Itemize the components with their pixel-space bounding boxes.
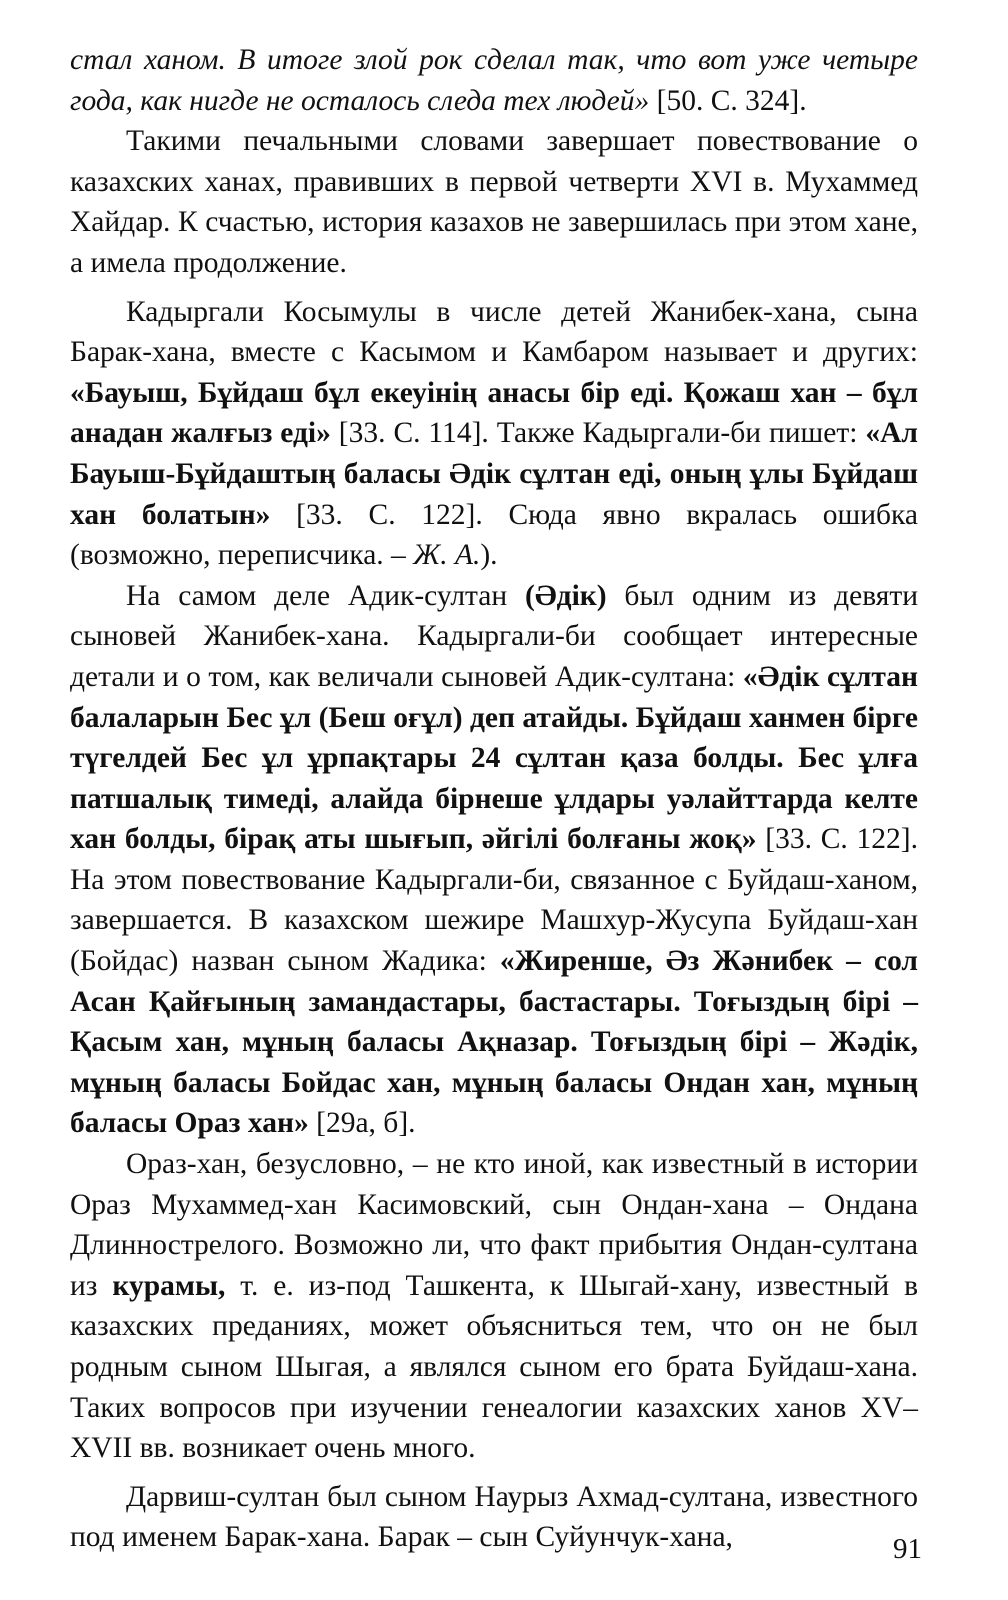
author-initials: Ж. А. [413,539,481,572]
kazakh-quote: «Ал Бауыш-Бұйдаштың баласы Әдік сұлтан еді, оның ұлы Бұйдаш хан болатын» [70,417,918,531]
kazakh-quote: «Бауыш, Бұйдаш бұл екеуінің анасы бір еді. Қожаш хан – бұл анадан жалғыз еді» [70,376,918,450]
paragraph-5: Дарвиш-султан был сыном Наурыз Ахмад-султана, известного под именем Барак-хана. Барак – сын Суйунчук-хана, [70,1480,918,1554]
paragraph-2: Кадыргали Косымулы в числе детей Жанибек-хана, сына Барак-хана, вместе с Касымом и Камбаром называет и других: «Бауыш, Бұйдаш бұл екеуінің анасы бір еді. Қожаш хан – бұл анадан жалғыз еді» [33. С. 114]. Также Кадыргали-би пишет: «Ал Бауыш-Бұйдаштың баласы Әдік сұлтан еді, оның ұлы Бұйдаш хан болатын» [33. С. 122]. Сюда явно вкралась ошибка (возможно, переписчика. – Ж. А.). [70,295,918,572]
paragraph-3: На самом деле Адик-султан (Әдік) был одним из девяти сыновей Жанибек-хана. Кадыргали-би сообщает интересные детали и о том, как величали сыновей Адик-султана: «Әдік сұлтан балаларын Бес ұл (Беш оғұл) деп атайды. Бұйдаш ханмен бірге түгелдей Бес ұл ұрпақтары 24 сұлтан қаза болды. Бес ұлға патшалық тимеді, алайда бірнеше ұлдары уәлайттарда келте хан болды, бірақ аты шығып, әйгілі болғаны жоқ» [33. С. 122]. На этом повествование Кадыргали-би, связанное с Буйдаш-ханом, завершается. В казахском шежире Машхур-Жусупа Буйдаш-хан (Бойдас) назван сыном Жадика: «Жиренше, Әз Жәнибек – сол Асан Қайғының замандастары, бастастары. Тоғыздың бірі – Қасым хан, мұның баласы Ақназар. Тоғыздың бірі – Жәдік, мұның баласы Бойдас хан, мұның баласы Ондан хан, мұның баласы Ораз хан» [29а, б]. [70,579,919,1140]
quote-end-italic: стал ханом. В итоге злой рок сделал так, что вот уже четыре года, как нигде не осталось следа тех людей» [70,44,918,117]
reference: [50. С. 324]. [649,84,807,117]
kazakh-term: (Әдік) [525,579,607,612]
kazakh-quote: «Әдік сұлтан балаларын Бес ұл (Беш оғұл) деп атайды. Бұйдаш ханмен бірге түгелдей Бес ұл ұрпақтары 24 сұлтан қаза болды. Бес ұлға патшалық тимеді, алайда бірнеше ұлдары уәлайттарда келте хан болды, бірақ аты шығып, әйгілі болғаны жоқ» [70,660,919,856]
paragraph-1: Такими печальными словами завершает повествование о казахских ханах, правивших в первой четверти XVI в. Мухаммед Хайдар. К счастью, история казахов не завершилась при этом хане, а имела продолжение. [70,125,918,279]
page-text [70,40,918,1558]
paragraph-0 [70,40,918,121]
kazakh-quote: «Жиренше, Әз Жәнибек – сол Асан Қайғының замандастары, бастастары. Тоғыздың бірі – Қасым хан, мұның баласы Ақназар. Тоғыздың бірі – Жәдік, мұның баласы Бойдас хан, мұның баласы Ондан хан, мұның баласы Ораз хан» [70,945,918,1140]
paragraph-4: Ораз-хан, безусловно, – не кто иной, как известный в истории Ораз Мухаммед-хан Касимовский, сын Ондан-хана – Ондана Длиннострелого. Возможно ли, что факт прибытия Ондан-султана из курамы, т. е. из-под Ташкента, к Шыгай-хану, известный в казахских преданиях, может объясниться тем, что он не был родным сыном Шыгая, а являлся сыном его брата Буйдаш-хана. Таких вопросов при изучении генеалогии казахских ханов XV–XVII вв. возникает очень много. [70,1148,918,1465]
page-number: 91 [893,1533,922,1565]
kazakh-term: курамы, [112,1269,226,1302]
